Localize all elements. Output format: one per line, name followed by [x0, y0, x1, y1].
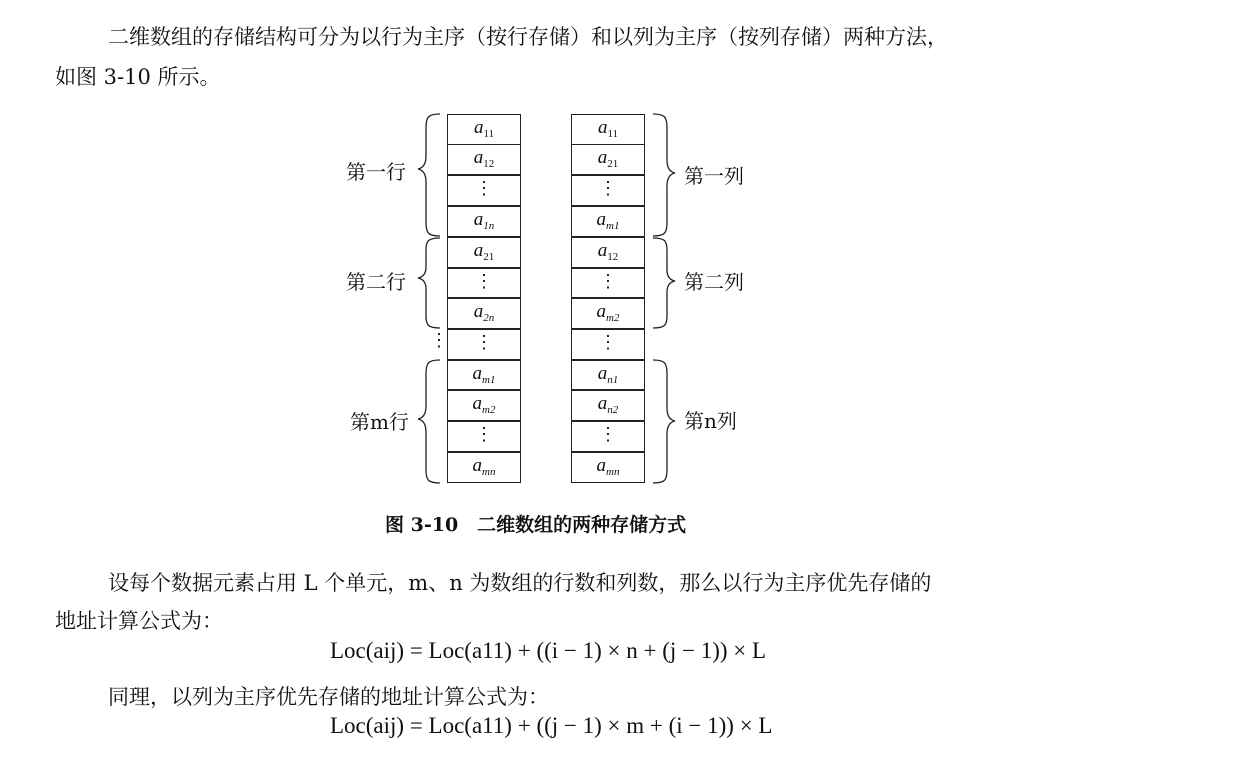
element-subscript: 12: [483, 158, 495, 170]
element-base: a: [473, 301, 484, 322]
formula-column-major: [330, 713, 772, 739]
element-base: a: [596, 301, 607, 322]
element-base: a: [597, 147, 608, 168]
element-base: a: [473, 147, 484, 168]
element-subscript: m1: [606, 220, 620, 232]
element-subscript: 11: [483, 128, 495, 140]
brace-row-1: [418, 114, 440, 236]
element-subscript: 21: [607, 158, 619, 170]
brace-row-m: [418, 360, 440, 483]
paragraph-1-line-2: 如图 3-10 所示。: [55, 65, 221, 89]
element-base: a: [472, 363, 483, 384]
element-subscript: mn: [482, 466, 496, 478]
element-base: a: [596, 209, 607, 230]
element-base: a: [472, 393, 483, 414]
brace-col-n: [653, 360, 675, 483]
element-subscript: m2: [482, 404, 496, 416]
label-col-2: 第二列: [684, 270, 744, 294]
paragraph-3: 同理，以列为主序优先存储的地址计算公式为：: [108, 685, 549, 709]
element-base: a: [473, 117, 484, 138]
label-row-m: 第m行: [350, 410, 409, 434]
brace-row-2: [418, 238, 440, 328]
element-base: a: [597, 363, 608, 384]
label-col-n: 第n列: [684, 409, 737, 433]
gap-dots: ⋮: [430, 330, 448, 351]
element-subscript: 11: [607, 128, 619, 140]
element-base: a: [473, 240, 484, 261]
paragraph-1-line-1: 二维数组的存储结构可分为以行为主序（按行存储）和以列为主序（按列存储）两种方法，: [108, 25, 948, 49]
element-subscript: 1n: [483, 220, 495, 232]
element-base: a: [597, 240, 608, 261]
element-subscript: n2: [607, 404, 619, 416]
formula-row-major-text: Loc(aij) = Loc(a11) + ((i − 1) × n + (j − 1)) × L: [330, 638, 767, 663]
element-base: a: [597, 117, 608, 138]
label-col-1: 第一列: [684, 164, 744, 188]
formula-column-major-text: Loc(aij) = Loc(a11) + ((j − 1) × m + (i − 1)) × L: [330, 713, 773, 738]
element-base: a: [473, 209, 484, 230]
vertical-dots: ⋮: [475, 332, 493, 352]
element-subscript: mn: [606, 466, 620, 478]
element-subscript: 21: [483, 251, 495, 263]
formula-row-major: [330, 638, 766, 664]
element-subscript: n1: [607, 374, 619, 386]
label-row-1: 第一行: [346, 160, 406, 184]
brace-col-2: [653, 238, 675, 328]
vertical-dots: ⋮: [475, 424, 493, 444]
vertical-dots: ⋮: [599, 332, 617, 352]
vertical-dots: ⋮: [475, 271, 493, 291]
vertical-dots: ⋮: [599, 178, 617, 198]
element-base: a: [472, 455, 483, 476]
vertical-dots: ⋮: [599, 271, 617, 291]
label-row-2: 第二行: [346, 270, 406, 294]
paragraph-2-line-2: 地址计算公式为：: [55, 609, 223, 633]
element-subscript: m2: [606, 312, 620, 324]
vertical-dots: ⋮: [475, 178, 493, 198]
figure-caption: 图 3-10 二维数组的两种存储方式: [385, 514, 687, 536]
element-base: a: [597, 393, 608, 414]
vertical-dots: ⋮: [599, 424, 617, 444]
brace-col-1: [653, 114, 675, 236]
element-subscript: 12: [607, 251, 619, 263]
paragraph-2-line-1: 设每个数据元素占用 L 个单元，m、n 为数组的行数和列数，那么以行为主序优先存储的: [108, 571, 932, 595]
element-subscript: 2n: [483, 312, 495, 324]
element-base: a: [596, 455, 607, 476]
element-subscript: m1: [482, 374, 496, 386]
